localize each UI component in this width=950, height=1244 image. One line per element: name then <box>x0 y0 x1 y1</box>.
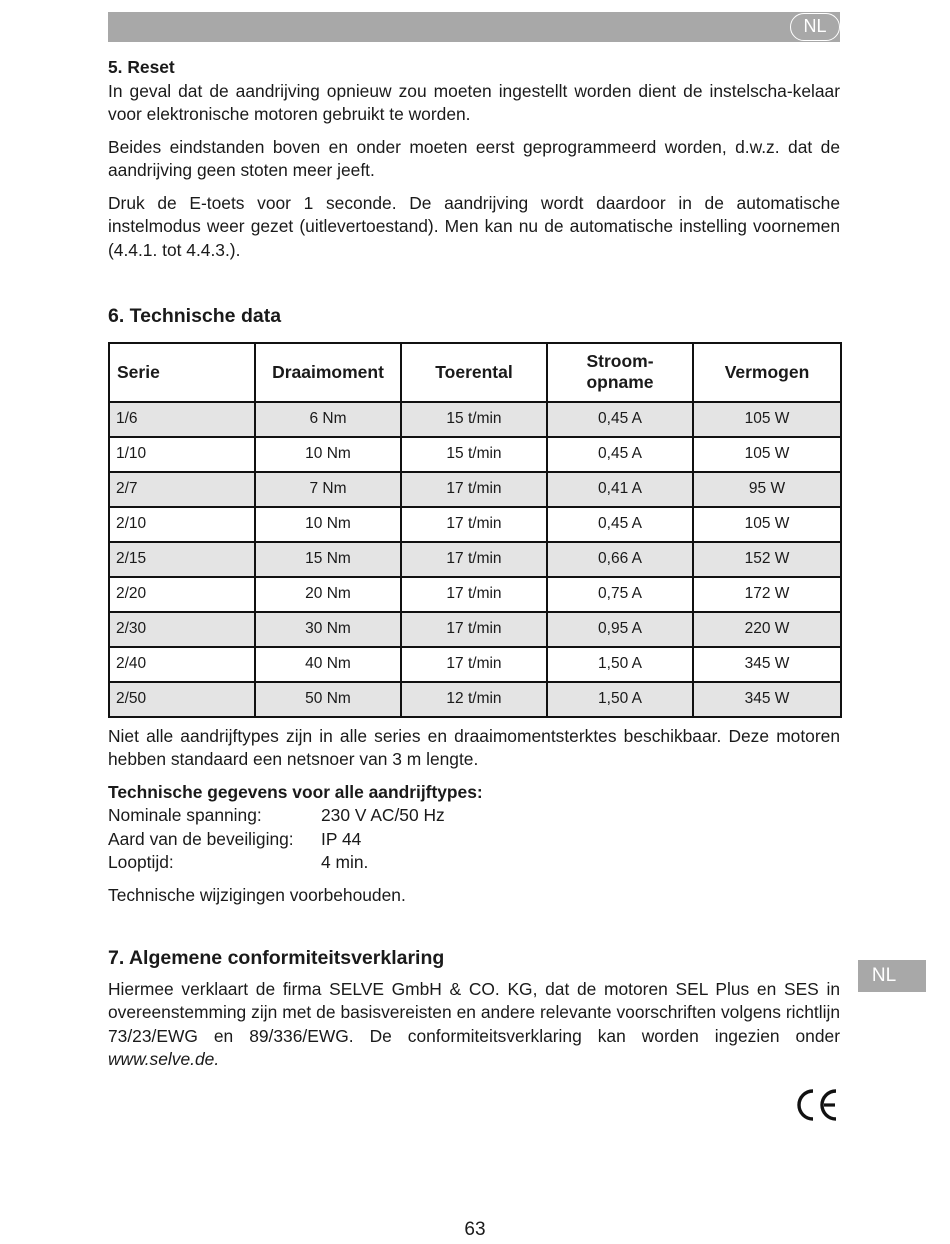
table-cell: 40 Nm <box>255 647 401 682</box>
website-link[interactable]: www.selve.de. <box>108 1049 220 1069</box>
technical-section-title: 6. Technische data <box>108 305 282 327</box>
ce-mark-icon <box>794 1088 840 1122</box>
table-cell: 345 W <box>693 682 841 717</box>
table-row <box>109 577 841 612</box>
table-cell: 2/50 <box>109 682 255 717</box>
reset-section-title: 5. Reset <box>108 57 175 77</box>
table-cell: 1/6 <box>109 402 255 437</box>
reset-paragraph-3: Druk de E-toets voor 1 seconde. De aandrijving wordt daardoor in de automatische instelmodus weer gezet (uitlevertoestand). Men kan nu de automatische instelling voornemen (4.4.1. tot 4.4.3.). <box>108 192 840 260</box>
spec-label: Aard van de beveiliging: <box>108 828 294 849</box>
table-cell: 0,41 A <box>547 472 693 507</box>
spec-label: Looptijd: <box>108 852 174 872</box>
table-cell: 17 t/min <box>401 542 547 577</box>
reset-paragraph-2: Beides eindstanden boven en onder moeten eerst geprogrammeerd worden, d.w.z. dat de aandrijving geen stoten meer jeeft. <box>108 136 840 180</box>
table-cell: 10 Nm <box>255 507 401 542</box>
spec-value: IP 44 <box>321 828 362 849</box>
table-row <box>109 507 841 542</box>
table-cell: 20 Nm <box>255 577 401 612</box>
table-row <box>109 542 841 577</box>
table-cell: 7 Nm <box>255 472 401 507</box>
table-cell: 0,66 A <box>547 542 693 577</box>
table-cell: 220 W <box>693 612 841 647</box>
table-cell: 2/20 <box>109 577 255 612</box>
table-cell: 95 W <box>693 472 841 507</box>
table-cell: 2/40 <box>109 647 255 682</box>
table-cell: 0,45 A <box>547 437 693 472</box>
table-cell: 0,45 A <box>547 507 693 542</box>
language-side-tab: NL <box>858 960 926 992</box>
spec-value: 230 V AC/50 Hz <box>321 805 445 825</box>
table-cell: 2/30 <box>109 612 255 647</box>
table-cell: 105 W <box>693 507 841 542</box>
disclaimer-text: Technische wijzigingen voorbehouden. <box>108 884 406 905</box>
conformity-text: Hiermee verklaart de firma SELVE GmbH & CO. KG, dat de motoren SEL Plus en SES in overeenstemming zijn met de basisvereisten en andere relevante voorschriften volgens richtlijn 73/23/EWG en 89/336/EWG. De conformiteitsverklaring kan worden ingezien onder <box>108 978 840 1046</box>
table-row <box>109 437 841 472</box>
table-cell: 12 t/min <box>401 682 547 717</box>
table-cell: 152 W <box>693 542 841 577</box>
column-header-vermogen: Vermogen <box>693 343 841 402</box>
table-row <box>109 647 841 682</box>
page-content <box>108 56 840 1072</box>
conformity-paragraph <box>108 978 840 1072</box>
spec-line <box>108 804 840 828</box>
table-cell: 15 Nm <box>255 542 401 577</box>
header-bar <box>108 12 840 42</box>
technical-data-table <box>108 342 842 718</box>
table-cell: 17 t/min <box>401 577 547 612</box>
reset-paragraph-1: In geval dat de aandrijving opnieuw zou moeten ingestellt worden dient de instelscha-kelaar voor elektronische motoren gebruikt te worden. <box>108 80 840 124</box>
table-cell: 2/7 <box>109 472 255 507</box>
table-row <box>109 612 841 647</box>
spec-label: Nominale spanning: <box>108 805 262 825</box>
language-badge: NL <box>790 13 840 41</box>
table-cell: 345 W <box>693 647 841 682</box>
table-cell: 172 W <box>693 577 841 612</box>
column-header-draaimoment: Draaimoment <box>255 343 401 402</box>
general-specs-list <box>108 804 840 875</box>
table-row <box>109 472 841 507</box>
table-cell: 17 t/min <box>401 507 547 542</box>
table-cell: 105 W <box>693 402 841 437</box>
page-number: 63 <box>464 1219 486 1240</box>
table-row <box>109 402 841 437</box>
table-cell: 17 t/min <box>401 472 547 507</box>
spec-value: 4 min. <box>321 852 369 872</box>
table-cell: 6 Nm <box>255 402 401 437</box>
table-cell: 0,95 A <box>547 612 693 647</box>
table-cell: 1/10 <box>109 437 255 472</box>
table-cell: 15 t/min <box>401 402 547 437</box>
spec-line <box>108 851 840 875</box>
table-cell: 50 Nm <box>255 682 401 717</box>
general-specs-title: Technische gegevens voor alle aandrijftypes: <box>108 781 483 802</box>
table-cell: 2/15 <box>109 542 255 577</box>
table-header-row <box>109 343 841 402</box>
table-row <box>109 682 841 717</box>
conformity-section-title: 7. Algemene conformiteitsverklaring <box>108 947 445 969</box>
column-header-serie: Serie <box>109 343 255 402</box>
table-cell: 30 Nm <box>255 612 401 647</box>
table-cell: 0,45 A <box>547 402 693 437</box>
table-note: Niet alle aandrijftypes zijn in alle series en draaimomentsterktes beschikbaar. Deze motoren hebben standaard een netsnoer van 3 m lengte. <box>108 725 840 769</box>
table-cell: 10 Nm <box>255 437 401 472</box>
table-cell: 15 t/min <box>401 437 547 472</box>
column-header-stroomopname: Stroom- opname <box>547 343 693 402</box>
table-cell: 1,50 A <box>547 682 693 717</box>
table-cell: 1,50 A <box>547 647 693 682</box>
table-cell: 105 W <box>693 437 841 472</box>
table-cell: 17 t/min <box>401 612 547 647</box>
spec-line <box>108 828 840 852</box>
table-cell: 2/10 <box>109 507 255 542</box>
column-header-toerental: Toerental <box>401 343 547 402</box>
table-cell: 17 t/min <box>401 647 547 682</box>
table-cell: 0,75 A <box>547 577 693 612</box>
